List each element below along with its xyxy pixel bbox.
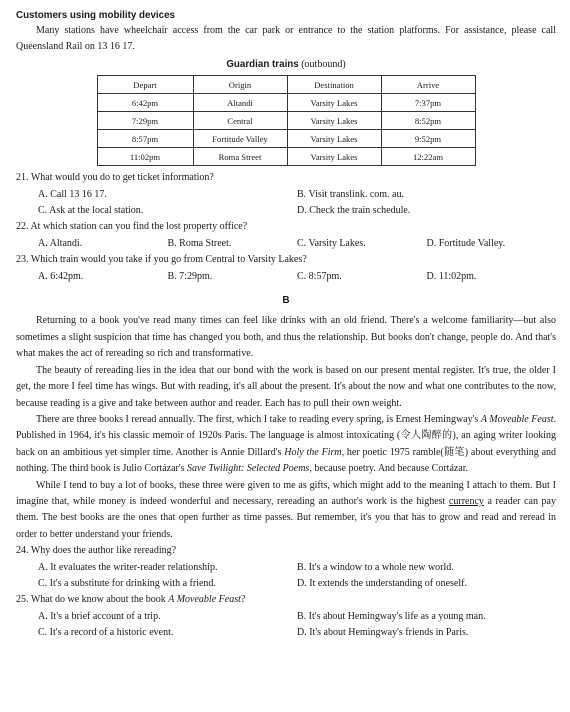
- cell-arrive: 8:52pm: [381, 112, 475, 130]
- underlined-word: currency: [448, 495, 484, 507]
- table-header-row: [97, 76, 475, 94]
- question-24: [16, 543, 556, 592]
- option-c[interactable]: C. 8:57pm.: [297, 270, 342, 282]
- exam-page: [16, 8, 556, 642]
- option-c[interactable]: C. Ask at the local station.: [38, 205, 144, 217]
- question-21: [16, 170, 556, 219]
- header-destination: Destination: [287, 76, 381, 94]
- section-title: Customers using mobility devices: [16, 10, 175, 21]
- option-a[interactable]: A. It's a brief account of a trip.: [38, 610, 161, 622]
- cell-depart: 11:02pm: [97, 148, 193, 166]
- cell-depart: 8:57pm: [97, 130, 193, 148]
- option-b[interactable]: B. Visit translink. com. au.: [297, 188, 404, 200]
- cell-origin: Altandi: [193, 94, 287, 112]
- option-a[interactable]: A. 6:42pm.: [38, 270, 84, 282]
- option-d[interactable]: D. It's about Hemingway's friends in Paris.: [297, 627, 469, 639]
- option-d[interactable]: D. Fortitude Valley.: [426, 237, 506, 249]
- option-a[interactable]: A. Altandi.: [38, 237, 83, 249]
- options-row: [16, 609, 556, 625]
- table-row: [97, 94, 475, 112]
- question-25: [16, 592, 556, 641]
- question-stem: 23. Which train would you take if you go from Central to Varsity Lakes?: [16, 254, 307, 266]
- intro-paragraph: Many stations have wheelchair access from the car park or entrance to the station platforms. For assistance, please call Queensland Rail on 13 16 17.: [16, 25, 556, 53]
- options-row: [16, 625, 556, 641]
- option-b[interactable]: B. It's a window to a whole new world.: [297, 561, 454, 573]
- options-row: [16, 236, 556, 252]
- question-stem: [16, 592, 556, 608]
- options-row: [16, 187, 556, 203]
- text-run: 25. What do we know about the book: [16, 594, 169, 606]
- options-row: [16, 560, 556, 576]
- option-a[interactable]: A. Call 13 16 17.: [38, 188, 107, 200]
- text-run: There are three books I reread annually. The first, which I take to reading every spring, is Ernest Hemingway's: [36, 413, 481, 425]
- header-arrive: Arrive: [381, 76, 475, 94]
- cell-depart: 6:42pm: [97, 94, 193, 112]
- option-d[interactable]: D. Check the train schedule.: [297, 205, 411, 217]
- book-title: Save Twilight: Selected Poems: [187, 463, 310, 475]
- option-b[interactable]: B. 7:29pm.: [167, 270, 213, 282]
- cell-arrive: 9:52pm: [381, 130, 475, 148]
- text-run: While I tend to buy a lot of books, these three were given to me as gifts, which might add to the meaning I attach to them. But I imagine that, while money is indeed wonderful and necessary, rereading an author's work is the highest: [16, 479, 556, 507]
- cell-destination: Varsity Lakes: [287, 112, 381, 130]
- cell-origin: Roma Street: [193, 148, 287, 166]
- option-d[interactable]: D. It extends the understanding of oneself.: [297, 577, 467, 589]
- train-table: [97, 75, 476, 166]
- cell-destination: Varsity Lakes: [287, 94, 381, 112]
- table-row: [97, 148, 475, 166]
- option-b[interactable]: B. It's about Hemingway's life as a young man.: [297, 610, 486, 622]
- question-stem: 21. What would you do to get ticket information?: [16, 172, 214, 184]
- cell-arrive: 7:37pm: [381, 94, 475, 112]
- table-row: [97, 130, 475, 148]
- table-title-rest: (outbound): [301, 58, 346, 70]
- header-depart: Depart: [97, 76, 193, 94]
- options-row: [16, 576, 556, 592]
- option-a[interactable]: A. It evaluates the writer-reader relationship.: [38, 561, 218, 573]
- text-run: , her poetic 1975 ramble(随笔) about everything and nothing. The third book is Julio Cortázar's: [16, 446, 557, 475]
- cell-arrive: 12:22am: [381, 148, 475, 166]
- option-c[interactable]: C. Varsity Lakes.: [297, 237, 366, 249]
- table-title: [16, 57, 556, 73]
- text-run: a reader can pay them. The best books are the ones that open further as time passes. But remember, it's you that has to grow and read and reread in order to better understand your friends.: [16, 495, 556, 540]
- cell-origin: Central: [193, 112, 287, 130]
- passage-paragraph-2: The beauty of rereading lies in the idea that our bond with the work is based on our present mental register. It's true, the older I get, the more I feel time has wings. But with reading, it's all about the present. It's about the now and what one contributes to the now, because reading is a give and take between author and reader. Each has to pull their own weight.: [16, 364, 556, 409]
- book-title: Holy the Firm: [284, 446, 342, 458]
- header-origin: Origin: [193, 76, 287, 94]
- cell-origin: Fortitude Valley: [193, 130, 287, 148]
- table-title-bold: Guardian trains: [226, 58, 299, 70]
- options-row: [16, 203, 556, 219]
- options-row: [16, 269, 556, 285]
- passage-paragraph-1: Returning to a book you've read many times can feel like drinks with an old friend. There's a welcome familiarity—but also sometimes a slight suspicion that time has changed you both, and thus the relationship. But books don't change, people do. And that's what makes the act of rereading so rich and transformative.: [16, 315, 556, 360]
- option-c[interactable]: C. It's a substitute for drinking with a friend.: [38, 577, 216, 589]
- cell-destination: Varsity Lakes: [287, 130, 381, 148]
- book-title: A Moveable Feast: [168, 594, 241, 606]
- option-b[interactable]: B. Roma Street.: [167, 237, 232, 249]
- section-b-heading: B: [282, 295, 290, 307]
- book-title: A Moveable Feast: [480, 413, 554, 425]
- option-d[interactable]: D. 11:02pm.: [426, 270, 477, 282]
- cell-destination: Varsity Lakes: [287, 148, 381, 166]
- text-run: . Published in 1964, it's his classic memoir of 1920s Paris. The language is almost intoxicating (令人陶醉的), an aging writer looking back on an ambitious yet simpler time. Another is Annie Dillard's: [16, 413, 556, 458]
- text-run: ?: [240, 594, 246, 606]
- cell-depart: 7:29pm: [97, 112, 193, 130]
- option-c[interactable]: C. It's a record of a historic event.: [38, 627, 174, 639]
- passage-paragraph-3: [16, 412, 556, 478]
- passage-paragraph-4: [16, 478, 556, 544]
- table-row: [97, 112, 475, 130]
- question-stem: 22. At which station can you find the lost property office?: [16, 221, 248, 233]
- question-22: [16, 219, 556, 252]
- question-23: [16, 252, 556, 285]
- question-stem: 24. Why does the author like rereading?: [16, 545, 177, 557]
- text-run: , because poetry. And because Cortázar.: [309, 463, 469, 475]
